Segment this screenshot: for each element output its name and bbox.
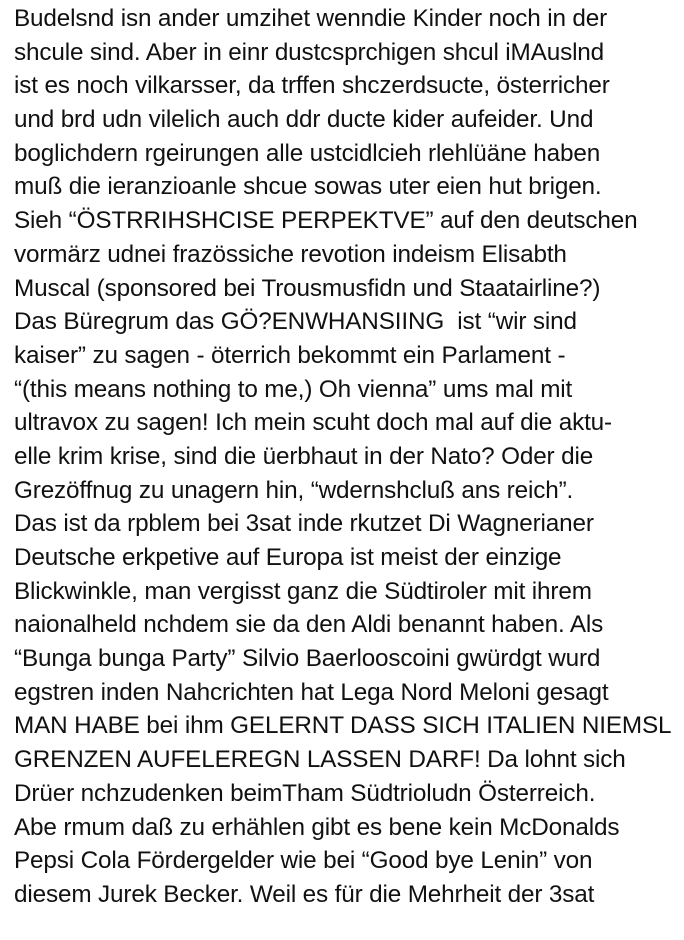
text-line: vormärz udnei frazössiche revotion indeism Elisabth xyxy=(14,240,567,268)
text-line: Budelsnd isn ander umzihet wenndie Kinder noch in der xyxy=(14,5,608,32)
text-line: kaiser” zu sagen - öterrich bekommt ein Parlament - xyxy=(14,341,566,369)
text-line: Drüer nchzudenken beimTham Südtrioludn Österreich. xyxy=(14,779,596,807)
text-line: muß die ieranzioanle shcue sowas uter eien hut brigen. xyxy=(14,173,602,201)
text-line: und brd udn vilelich auch ddr ducte kider aufeider. Und xyxy=(14,106,594,134)
text-line: Abe rmum daß zu erhählen gibt es bene kein McDonalds xyxy=(14,813,620,841)
text-line: egstren inden Nahcrichten hat Lega Nord Meloni gesagt xyxy=(14,678,609,706)
text-line: Blickwinkle, man vergisst ganz die Südtiroler mit ihrem xyxy=(14,577,592,605)
text-line: Deutsche erkpetive auf Europa ist meist der einzige xyxy=(14,544,562,571)
text-line: elle krim krise, sind die üerbhaut in der Nato? Oder die xyxy=(14,442,594,470)
text-line: shcule sind. Aber in einr dustcsprchigen shcul iMAuslnd xyxy=(14,38,605,66)
text-line: Grezöffnug zu unagern hin, “wdernshcluß ans reich”. xyxy=(14,476,574,504)
text-line: Das Büregrum das GÖ?ENWHANSIING ist “wir sind xyxy=(14,308,577,336)
text-line: “(this means nothing to me,) Oh vienna” ums mal mit xyxy=(14,375,573,403)
text-line: “Bunga bunga Party” Silvio Baerlooscoini gwürdgt wurd xyxy=(14,645,601,673)
text-line: MAN HABE bei ihm GELERNT DASS SICH ITALIEN NIEMSL xyxy=(14,712,672,740)
text-line: Muscal (sponsored bei Trousmusfidn und Staatairline?) xyxy=(14,274,601,302)
text-line: diesem Jurek Becker. Weil es für die Mehrheit der 3sat xyxy=(14,880,595,908)
text-line: GRENZEN AUFELEREGN LASSEN DARF! Da lohnt sich xyxy=(14,746,626,774)
text-line: Pepsi Cola Fördergelder wie bei “Good bye Lenin” von xyxy=(14,847,593,875)
text-line: Das ist da rpblem bei 3sat inde rkutzet Di Wagnerianer xyxy=(14,510,594,538)
text-line: ultravox zu sagen! Ich mein scuht doch mal auf die aktu- xyxy=(14,409,612,437)
document-body xyxy=(14,2,682,912)
text-line: Sieh “ÖSTRRIHSHCISE PERPEKTVE” auf den deutschen xyxy=(14,207,638,235)
text-line: boglichdern rgeirungen alle ustcidlcieh rlehlüäne haben xyxy=(14,139,601,167)
text-line: ist es noch vilkarsser, da trffen shczerdsucte, österricher xyxy=(14,72,610,100)
text-line: naionalheld nchdem sie da den Aldi benannt haben. Als xyxy=(14,611,604,639)
